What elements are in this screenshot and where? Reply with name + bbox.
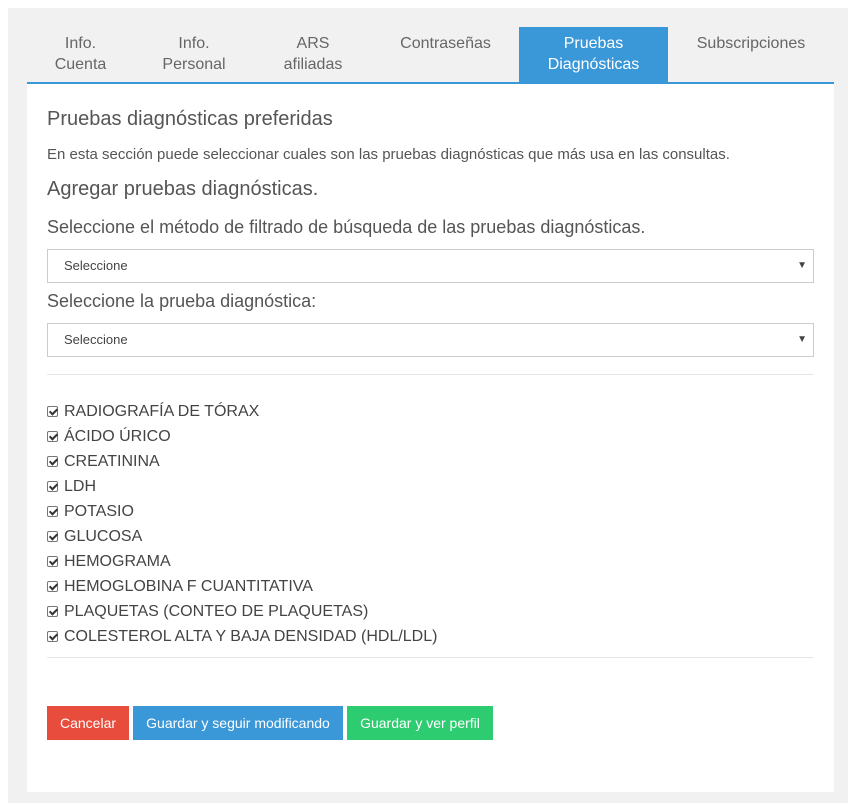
tab-label-line2: afiliadas bbox=[283, 56, 343, 73]
test-select-label: Seleccione la prueba diagnóstica: bbox=[47, 291, 317, 311]
settings-container bbox=[8, 8, 848, 803]
tab-ars-afiliadas[interactable] bbox=[254, 27, 372, 82]
test-name: CREATININA bbox=[64, 452, 160, 470]
checkbox-checked[interactable] bbox=[47, 606, 58, 617]
section-description: En esta sección puede seleccionar cuales son las pruebas diagnósticas que más usa en las consultas. bbox=[47, 146, 730, 163]
test-select-value: Seleccione bbox=[64, 332, 128, 347]
checkbox-checked[interactable] bbox=[47, 456, 58, 467]
tab-label-line2: Personal bbox=[162, 56, 226, 73]
checkbox-checked[interactable] bbox=[47, 581, 58, 592]
save-view-profile-button[interactable]: Guardar y ver perfil bbox=[347, 706, 493, 740]
test-name: ÁCIDO ÚRICO bbox=[64, 427, 171, 445]
list-item bbox=[47, 449, 437, 474]
cancel-button[interactable]: Cancelar bbox=[47, 706, 129, 740]
test-name: LDH bbox=[64, 477, 97, 495]
tab-label-line2: Diagnósticas bbox=[547, 56, 640, 73]
list-item bbox=[47, 424, 437, 449]
tab-bar bbox=[27, 27, 834, 84]
divider bbox=[47, 374, 814, 375]
tab-label-line2: Cuenta bbox=[54, 56, 107, 73]
chevron-down-icon: ▼ bbox=[797, 334, 807, 345]
chevron-down-icon: ▼ bbox=[797, 260, 807, 271]
list-item bbox=[47, 524, 437, 549]
tab-label-line1: Info. bbox=[64, 35, 97, 52]
test-name: GLUCOSA bbox=[64, 527, 143, 545]
filter-method-label: Seleccione el método de filtrado de búsqueda de las pruebas diagnósticas. bbox=[47, 217, 646, 237]
tab-label-line1: Info. bbox=[178, 35, 210, 52]
checkbox-checked[interactable] bbox=[47, 406, 58, 417]
filter-method-select[interactable] bbox=[47, 249, 814, 283]
test-select[interactable] bbox=[47, 323, 814, 357]
filter-method-value: Seleccione bbox=[64, 258, 128, 273]
add-section-title: Agregar pruebas diagnósticas. bbox=[47, 178, 319, 200]
list-item bbox=[47, 574, 437, 599]
list-item bbox=[47, 599, 437, 624]
tab-label-line1: Contraseñas bbox=[400, 35, 491, 52]
tab-label-line1: Pruebas bbox=[563, 35, 624, 52]
page-title: Pruebas diagnósticas preferidas bbox=[47, 108, 333, 130]
test-name: POTASIO bbox=[64, 502, 134, 520]
tab-label-line1: Subscripciones bbox=[696, 35, 806, 52]
tab-label-line1: ARS bbox=[296, 35, 330, 52]
list-item bbox=[47, 399, 437, 424]
test-name: COLESTEROL ALTA Y BAJA DENSIDAD (HDL/LDL) bbox=[64, 627, 438, 645]
checkbox-checked[interactable] bbox=[47, 631, 58, 642]
list-item bbox=[47, 549, 437, 574]
checkbox-checked[interactable] bbox=[47, 506, 58, 517]
tab-subscripciones[interactable] bbox=[668, 27, 834, 82]
list-item bbox=[47, 474, 437, 499]
tab-info-cuenta[interactable] bbox=[27, 27, 134, 82]
checkbox-checked[interactable] bbox=[47, 556, 58, 567]
test-name: PLAQUETAS (CONTEO DE PLAQUETAS) bbox=[64, 602, 369, 620]
checkbox-checked[interactable] bbox=[47, 431, 58, 442]
test-name: HEMOGLOBINA F CUANTITATIVA bbox=[64, 577, 313, 595]
tab-info-personal[interactable] bbox=[134, 27, 254, 82]
tab-contrasenas[interactable] bbox=[372, 27, 519, 82]
test-name: HEMOGRAMA bbox=[64, 552, 171, 570]
list-item bbox=[47, 624, 437, 649]
test-name: RADIOGRAFÍA DE TÓRAX bbox=[64, 402, 260, 420]
selected-tests-list bbox=[47, 399, 437, 649]
tab-pruebas-diagnosticas[interactable] bbox=[519, 27, 668, 82]
list-item bbox=[47, 499, 437, 524]
checkbox-checked[interactable] bbox=[47, 531, 58, 542]
tab-panel bbox=[27, 84, 834, 792]
checkbox-checked[interactable] bbox=[47, 481, 58, 492]
divider bbox=[47, 657, 814, 658]
save-continue-button[interactable]: Guardar y seguir modificando bbox=[133, 706, 343, 740]
